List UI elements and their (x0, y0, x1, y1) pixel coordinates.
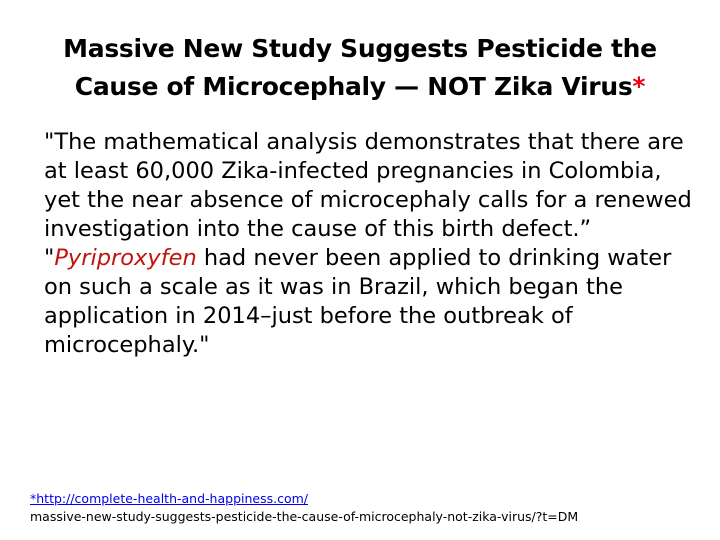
source-url-rest: massive-new-study-suggests-pesticide-the-cause-of-microcephaly-not-zika-virus/?t=DM (30, 509, 579, 524)
title-line-2 (20, 68, 700, 106)
pyriproxyfen-emphasis: Pyriproxyfen (54, 245, 197, 271)
quote-2-open: " (44, 245, 55, 271)
quote-2-rest: had never been applied to drinking water on such a scale as it was in Brazil, which began the application in 2014–just before the outbreak of microcephaly." (44, 245, 672, 358)
title-line-2-text: Cause of Microcephaly — NOT Zika Virus (74, 72, 633, 101)
source-footnote (30, 490, 710, 526)
title-asterisk: * (632, 72, 646, 101)
quote-body (44, 128, 696, 360)
title-line-1: Massive New Study Suggests Pesticide the (63, 34, 657, 63)
slide-title (20, 30, 700, 106)
source-link[interactable]: *http://complete-health-and-happiness.com/ (30, 491, 308, 506)
quote-paragraph-1: "The mathematical analysis demonstrates that there are at least 60,000 Zika-infected pregnancies in Colombia, yet the near absence of microcephaly calls for a renewed investigation into the cause of this birth defect.” (44, 129, 692, 242)
quote-paragraph-2 (44, 244, 696, 360)
